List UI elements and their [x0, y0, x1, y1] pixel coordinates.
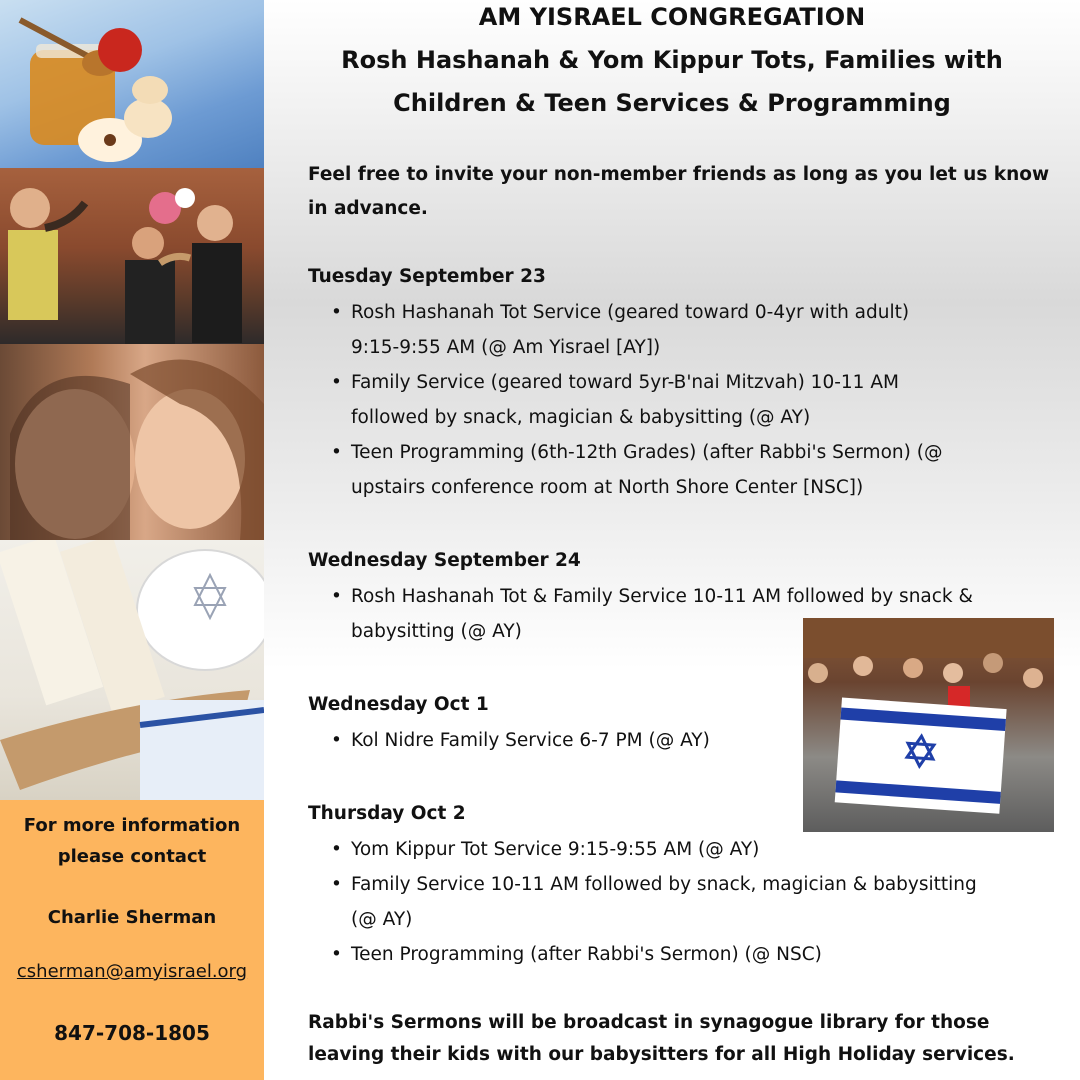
item-text: babysitting (@ AY): [351, 621, 522, 642]
day-heading-tuesday: Tuesday September 23: [308, 266, 546, 287]
page-subtitle-line-1: Rosh Hashanah & Yom Kippur Tots, Families with: [341, 46, 1003, 74]
intro-line-2: in advance.: [308, 198, 428, 219]
item-text: • Teen Programming (after Rabbi's Sermon) (@ NSC): [351, 944, 822, 965]
item-text: • Yom Kippur Tot Service 9:15-9:55 AM (@ AY): [351, 839, 760, 860]
left-photo-column: [0, 0, 264, 1080]
contact-name: Charlie Sherman: [47, 907, 217, 928]
page-subtitle-line-2: Children & Teen Services & Programming: [393, 89, 951, 117]
page-title: AM YISRAEL CONGREGATION: [478, 3, 866, 31]
item-text: • Family Service 10-11 AM followed by snack, magician & babysitting: [351, 874, 977, 895]
item-text: upstairs conference room at North Shore Center [NSC]): [351, 477, 864, 498]
item-text: • Family Service (geared toward 5yr-B'nai Mitzvah) 10-11 AM: [351, 372, 899, 393]
footer-line-2: leaving their kids with our babysitters for all High Holiday services.: [308, 1044, 1015, 1065]
honey-apple-photo: [0, 0, 264, 168]
list-item: [335, 435, 1065, 505]
item-text: • Kol Nidre Family Service 6-7 PM (@ AY): [351, 730, 710, 751]
item-text: • Teen Programming (6th-12th Grades) (after Rabbi's Sermon) (@: [351, 442, 943, 463]
contact-line-1: For more information: [23, 815, 241, 836]
list-item: [335, 867, 1065, 937]
mother-daughter-selfie-photo: [0, 344, 264, 540]
item-text: 9:15-9:55 AM (@ Am Yisrael [AY]): [351, 337, 661, 358]
day-heading-wednesday-oct: Wednesday Oct 1: [308, 694, 489, 715]
kids-blowing-shofar-photo: [0, 168, 264, 344]
contact-box: [0, 800, 264, 1080]
contact-line-2: please contact: [57, 846, 207, 867]
list-item: [335, 937, 1065, 972]
contact-phone: 847-708-1805: [54, 1021, 210, 1045]
day-heading-thursday: Thursday Oct 2: [308, 803, 466, 824]
day-heading-wednesday-sep: Wednesday September 24: [308, 550, 581, 571]
list-item: [335, 295, 1065, 365]
list-item: [335, 723, 1065, 758]
footer-line-1: Rabbi's Sermons will be broadcast in synagogue library for those: [308, 1012, 990, 1033]
list-item: [335, 832, 1065, 867]
intro-line-1: Feel free to invite your non-member friends as long as you let us know: [308, 164, 1050, 185]
item-text: • Rosh Hashanah Tot Service (geared toward 0-4yr with adult): [351, 302, 910, 323]
item-text: (@ AY): [351, 909, 413, 930]
contact-email-link[interactable]: csherman@amyisrael.org: [16, 961, 248, 982]
item-text: followed by snack, magician & babysitting (@ AY): [351, 407, 811, 428]
torah-kippah-shofar-photo: [0, 540, 264, 800]
list-item: [335, 365, 1065, 435]
item-text: • Rosh Hashanah Tot & Family Service 10-11 AM followed by snack &: [351, 586, 973, 607]
